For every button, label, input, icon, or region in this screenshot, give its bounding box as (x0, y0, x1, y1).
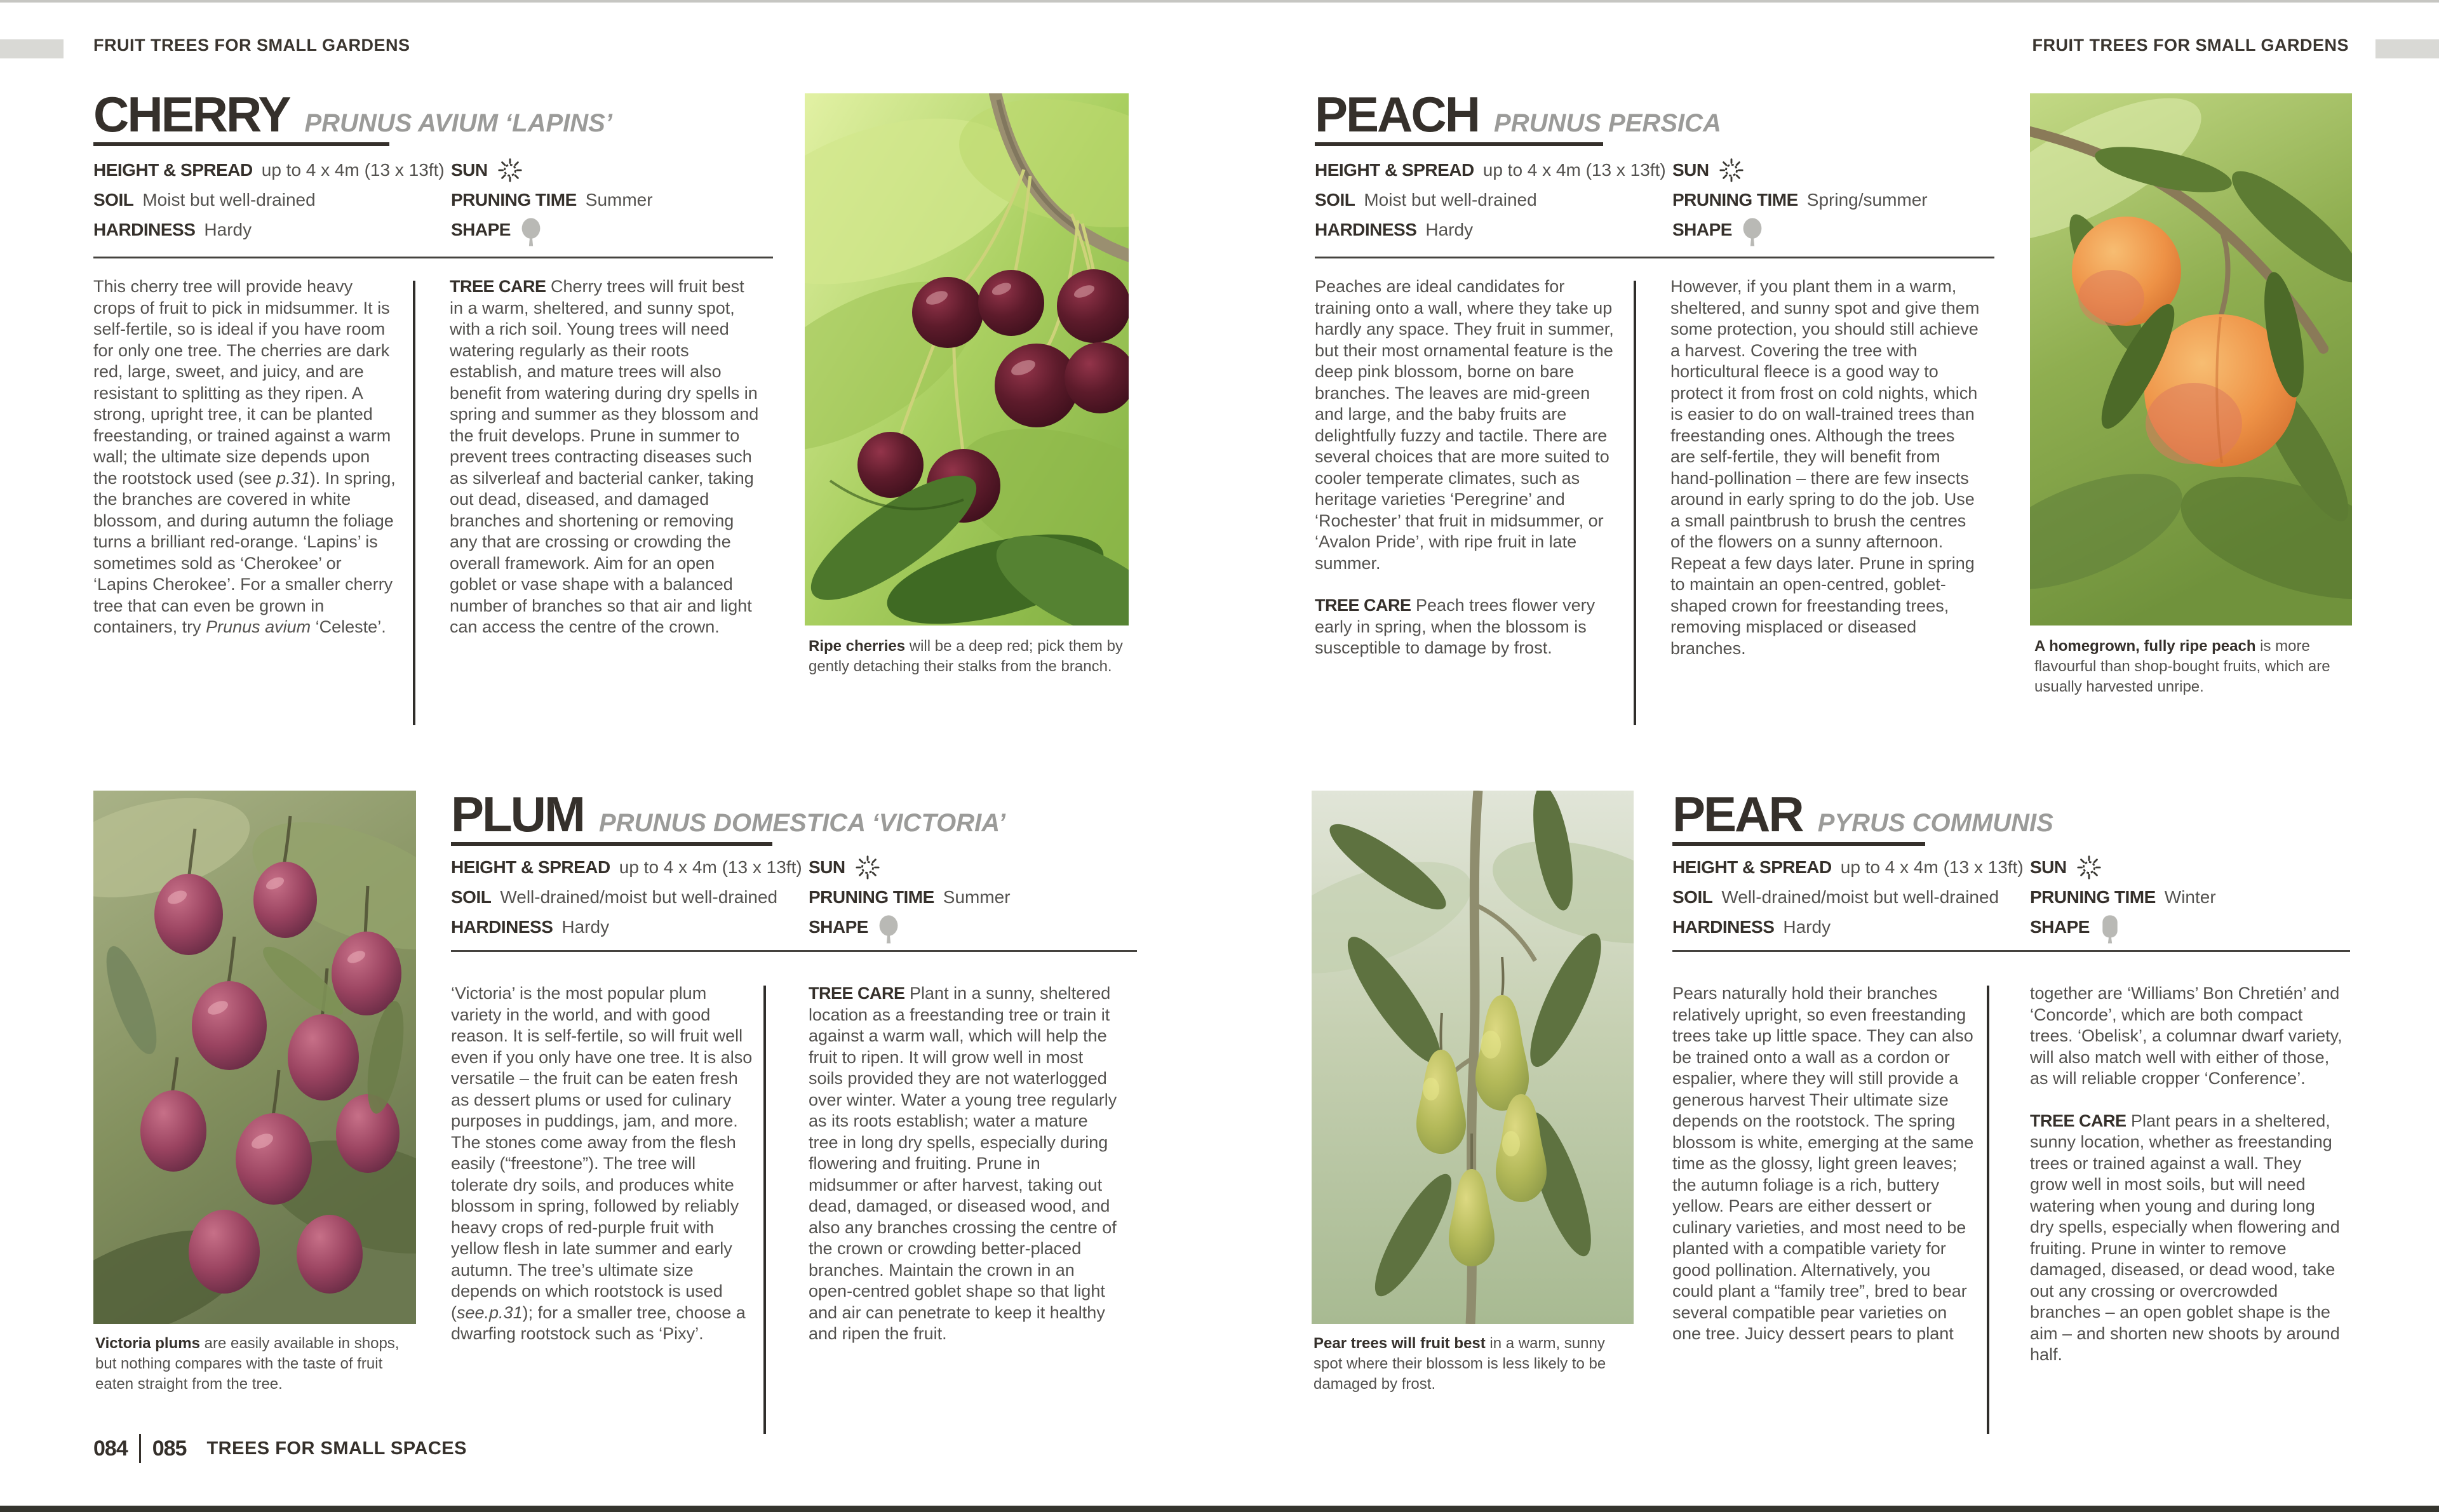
peach-specs-rule (1315, 257, 1994, 258)
height-spread-value: up to 4 x 4m (13 x 13ft) (1840, 857, 2024, 877)
plum-tree-care-text: Plant in a sunny, sheltered location as a freestanding tree or train it against a warm wall, which will help the fruit to ripen. It will grow well in most soils provided they are not waterlogged over winter. Water a young tree regularly as its roots establish; water a mature tree in long dry spells, especially during flowering and fruiting. Prune in midsummer or after harvest, taking out dead, damaged, or diseased wood, and also any branches crossing the centre of the crown or crowding better-placed branches. Maintain the crown in an open-centred goblet shape so that light and air can penetrate to keep it healthy and ripen the fruit. (809, 984, 1117, 1343)
round-tree-shape-icon (877, 914, 900, 944)
header-tab-right (2375, 39, 2439, 58)
plum-title-rule (451, 842, 772, 846)
page-number-left: 084 (93, 1436, 128, 1461)
sun-icon (497, 157, 523, 184)
shape-label: SHAPE (451, 220, 511, 239)
plum-caption (95, 1334, 413, 1395)
pear-body-continued: together are ‘Williams’ Bon Chretién’ and ‘Concorde’, which are both compact trees. ‘Obelisk’, a columnar dwarf variety, will also match well with either of those, as will reliable cropper ‘Conference’. (2030, 984, 2342, 1088)
running-header-left: FRUIT TREES FOR SMALL GARDENS (93, 36, 410, 55)
shape-label: SHAPE (809, 917, 868, 937)
shape-label: SHAPE (2030, 917, 2090, 937)
soil-value: Well-drained/moist but well-drained (1721, 887, 1999, 907)
pear-continuation-column (2030, 983, 2342, 1366)
shape-label: SHAPE (1672, 220, 1732, 239)
header-tab-left (0, 39, 64, 58)
cherry-species: PRUNUS AVIUM ‘LAPINS’ (304, 109, 612, 137)
pruning-time-label: PRUNING TIME (809, 887, 934, 907)
peach-photo-illustration (2030, 93, 2352, 626)
cherry-caption-lead: Ripe cherries (809, 638, 906, 655)
peach-caption-text: is more flavourful than shop-bought fruits, which are usually harvested unripe. (2034, 638, 2330, 695)
peach-caption (2034, 636, 2355, 697)
plum-specs-left (451, 852, 802, 942)
height-spread-label: HEIGHT & SPREAD (1672, 857, 1832, 877)
peach-specs-left (1315, 155, 1666, 244)
pruning-time-value: Summer (943, 887, 1011, 907)
plum-column-divider (763, 986, 766, 1434)
pruning-time-label: PRUNING TIME (1672, 190, 1798, 210)
peach-body-text: Peaches are ideal candidates for training onto a wall, where they take up hardly any space. They fruit in summer, but their most ornamental feature is the deep pink blossom, borne on bare branches. The leaves are mid-green and large, and the baby fruits are delightfully fuzzy and tactile. There are several choices that are more suited to cooler temperate climates, such as heritage varieties ‘Peregrine’ and ‘Rochester’ that fruit in midsummer, or ‘Avalon Pride’, with ripe fruit in late summer. (1315, 277, 1614, 573)
height-spread-label: HEIGHT & SPREAD (451, 857, 610, 877)
plum-caption-lead: Victoria plums (95, 1335, 200, 1352)
cherry-tree-care-column (450, 276, 762, 638)
height-spread-value: up to 4 x 4m (13 x 13ft) (261, 160, 445, 180)
sun-icon (2076, 854, 2102, 881)
tree-care-label: TREE CARE (1315, 596, 1411, 615)
pruning-time-label: PRUNING TIME (451, 190, 577, 210)
pruning-time-label: PRUNING TIME (2030, 887, 2156, 907)
sun-icon (1718, 157, 1745, 184)
peach-tree-care-text: Peach trees flower very early in spring, when the blossom is susceptible to damage by frost. (1315, 596, 1596, 657)
peach-tree-care-column (1670, 276, 1983, 659)
cherry-title-rule (93, 142, 389, 146)
footer (93, 1434, 467, 1463)
soil-label: SOIL (1315, 190, 1355, 210)
hardiness-label: HARDINESS (1672, 917, 1775, 937)
round-tree-shape-icon (1741, 217, 1764, 246)
hardiness-value: Hardy (561, 917, 610, 937)
pruning-time-value: Summer (585, 190, 653, 210)
soil-value: Moist but well-drained (142, 190, 316, 210)
sun-icon (854, 854, 881, 881)
height-spread-label: HEIGHT & SPREAD (1315, 160, 1474, 180)
peach-body-column (1315, 276, 1620, 659)
hardiness-label: HARDINESS (451, 917, 553, 937)
cherry-title: CHERRY (93, 86, 290, 142)
page-number-divider (139, 1434, 141, 1463)
hardiness-label: HARDINESS (93, 220, 196, 239)
height-spread-value: up to 4 x 4m (13 x 13ft) (1482, 160, 1666, 180)
plum-specs-right (809, 852, 1011, 942)
sun-label: SUN (809, 857, 845, 877)
soil-label: SOIL (1672, 887, 1713, 907)
peach-column-divider (1634, 281, 1636, 725)
pear-specs-right (2030, 852, 2216, 942)
plum-title: PLUM (451, 786, 584, 842)
pear-title-rule (1672, 842, 1925, 846)
pear-photo-illustration (1312, 791, 1634, 1324)
peach-title: PEACH (1315, 86, 1479, 142)
cherry-title-row (93, 86, 612, 149)
peach-species: PRUNUS PERSICA (1494, 109, 1721, 137)
plum-body-column: ‘Victoria’ is the most popular plum variety in the world, and with good reason. It is self-fertile, so will fruit well even if you only have one tree. It is also versatile – the fruit can be eaten fresh as dessert plums or used for culinary purposes in puddings, jam, and more. The stones come away from the flesh easily (“freestone”). The tree will tolerate dry soils, and produces white blossom in spring, followed by reliably heavy crops of red-purple fruit with yellow flesh in late summer and early autumn. The tree’s ultimate size depends on which rootstock is used (see.p.31); for a smaller tree, choose a dwarfing rootstock such as ‘Pixy’. (451, 984, 753, 1343)
round-tree-shape-icon (520, 217, 542, 246)
plum-photo-illustration (93, 791, 416, 1324)
plum-species: PRUNUS DOMESTICA ‘VICTORIA’ (598, 809, 1006, 837)
sun-label: SUN (451, 160, 488, 180)
pruning-time-value: Winter (2164, 887, 2216, 907)
height-spread-label: HEIGHT & SPREAD (93, 160, 253, 180)
cherry-specs-right (451, 155, 653, 244)
cherry-column-divider (413, 281, 415, 725)
pear-specs-rule (1672, 950, 2350, 952)
cherry-caption-text: will be a deep red; pick them by gently detaching their stalks from the branch. (809, 638, 1123, 675)
page-number-right: 085 (152, 1436, 187, 1461)
soil-value: Moist but well-drained (1364, 190, 1537, 210)
height-spread-value: up to 4 x 4m (13 x 13ft) (619, 857, 802, 877)
tree-care-label: TREE CARE (2030, 1111, 2127, 1130)
pear-caption-text: in a warm, sunny spot where their blossom is less likely to be damaged by frost. (1314, 1335, 1606, 1393)
sun-label: SUN (2030, 857, 2067, 877)
peach-tree-care-continued: However, if you plant them in a warm, sheltered, and sunny spot and give them some protection, you should still achieve a harvest. Covering the tree with horticultural fleece is a good way to protect it from frost on cold nights, which is easier to do on wall-trained trees than freestanding ones. Although the trees are self-fertile, they will benefit from hand-pollination – there are few insects around in early spring to do the job. Use a small paintbrush to brush the centres of the flowers on a sunny afternoon. Repeat a few days later. Prune in spring to maintain an open-centred, goblet-shaped crown for freestanding trees, removing misplaced or diseased branches. (1670, 277, 1980, 658)
pear-tree-care-text: Plant pears in a sheltered, sunny location, whether as freestanding trees or trained against a wall. They grow well in most soils, but will need watering when young and during long dry spells, especially when flowering and fruiting. Prune in winter to remove damaged, diseased, or dead wood, take out any crossing or overcrowded branches – an open goblet shape is the aim – and shorten new shoots by around half. (2030, 1111, 2340, 1364)
plum-title-row (451, 786, 1006, 848)
soil-label: SOIL (451, 887, 492, 907)
pear-caption (1314, 1334, 1634, 1395)
plum-specs-rule (451, 950, 1137, 952)
tree-care-label: TREE CARE (809, 984, 905, 1003)
footer-title: TREES FOR SMALL SPACES (206, 1438, 467, 1459)
running-header-right: FRUIT TREES FOR SMALL GARDENS (2032, 36, 2349, 55)
peach-caption-lead: A homegrown, fully ripe peach (2034, 638, 2256, 655)
hardiness-value: Hardy (1783, 917, 1831, 937)
top-edge-line (0, 0, 2439, 3)
peach-title-row (1315, 86, 1721, 149)
pear-title: PEAR (1672, 786, 1803, 842)
hardiness-value: Hardy (204, 220, 252, 239)
soil-value: Well-drained/moist but well-drained (500, 887, 778, 907)
cherry-body-column: This cherry tree will provide heavy crops of fruit to pick in midsummer. It is self-fertile, so is ideal if you have room for only one tree. The cherries are dark red, large, sweet, and juicy, and are resistant to splitting as they ripen. A strong, upright tree, it can be planted freestanding, or trained against a warm wall; the ultimate size depends upon the rootstock used (see p.31). In spring, the branches are covered in white blossom, and during autumn the foliage turns a brilliant red-orange. ‘Lapins’ is sometimes sold as ‘Cherokee’ or ‘Lapins Cherokee’. For a smaller cherry tree that can even be grown in containers, try Prunus avium ‘Celeste’. (93, 277, 396, 636)
cherry-specs-left (93, 155, 445, 244)
cherry-caption (809, 636, 1136, 677)
plum-caption-text: are easily available in shops, but nothing compares with the taste of fruit eaten straight from the tree. (95, 1335, 400, 1393)
plum-tree-care-column (809, 983, 1121, 1345)
tree-care-label: TREE CARE (450, 277, 546, 296)
columnar-tree-shape-icon (2099, 914, 2121, 944)
pear-column-divider (1987, 986, 1989, 1434)
pear-specs-left (1672, 852, 2024, 942)
pear-title-row (1672, 786, 2053, 848)
hardiness-label: HARDINESS (1315, 220, 1417, 239)
peach-title-rule (1315, 142, 1603, 146)
cherry-photo-illustration (805, 93, 1129, 626)
bottom-edge-line (0, 1506, 2439, 1512)
hardiness-value: Hardy (1425, 220, 1474, 239)
pear-body-column: Pears naturally hold their branches relatively upright, so even freestanding trees take up little space. They can also be trained onto a wall as a cordon or espalier, where they will still provide a generous harvest Their ultimate size depends on the rootstock. The spring blossom is white, emerging at the same time as the glossy, light green leaves; the autumn foliage is a rich, buttery yellow. Pears are either dessert or culinary varieties, and most need to be planted with a compatible variety for good pollination. Alternatively, you could plant a “family tree”, bred to bear several compatible pear varieties on one tree. Juicy dessert pears to plant (1672, 984, 1974, 1343)
soil-label: SOIL (93, 190, 134, 210)
pear-caption-lead: Pear trees will fruit best (1314, 1335, 1486, 1352)
sun-label: SUN (1672, 160, 1709, 180)
pear-species: PYRUS COMMUNIS (1817, 809, 2053, 837)
pruning-time-value: Spring/summer (1806, 190, 1928, 210)
cherry-specs-rule (93, 257, 773, 258)
cherry-tree-care-text: Cherry trees will fruit best in a warm, sheltered, and sunny spot, with a rich soil. Young trees will need watering regularly as their roots establish, and mature trees will also benefit from watering during dry spells in spring and summer as they blossom and the fruit develops. Prune in summer to prevent trees contracting diseases such as silverleaf and bacterial canker, taking out dead, diseased, and damaged branches and shortening or removing any that are crossing or crowding the overall framework. Aim for an open goblet or vase shape with a balanced number of branches so that air and light can access the centre of the crown. (450, 277, 759, 636)
peach-specs-right (1672, 155, 1928, 244)
